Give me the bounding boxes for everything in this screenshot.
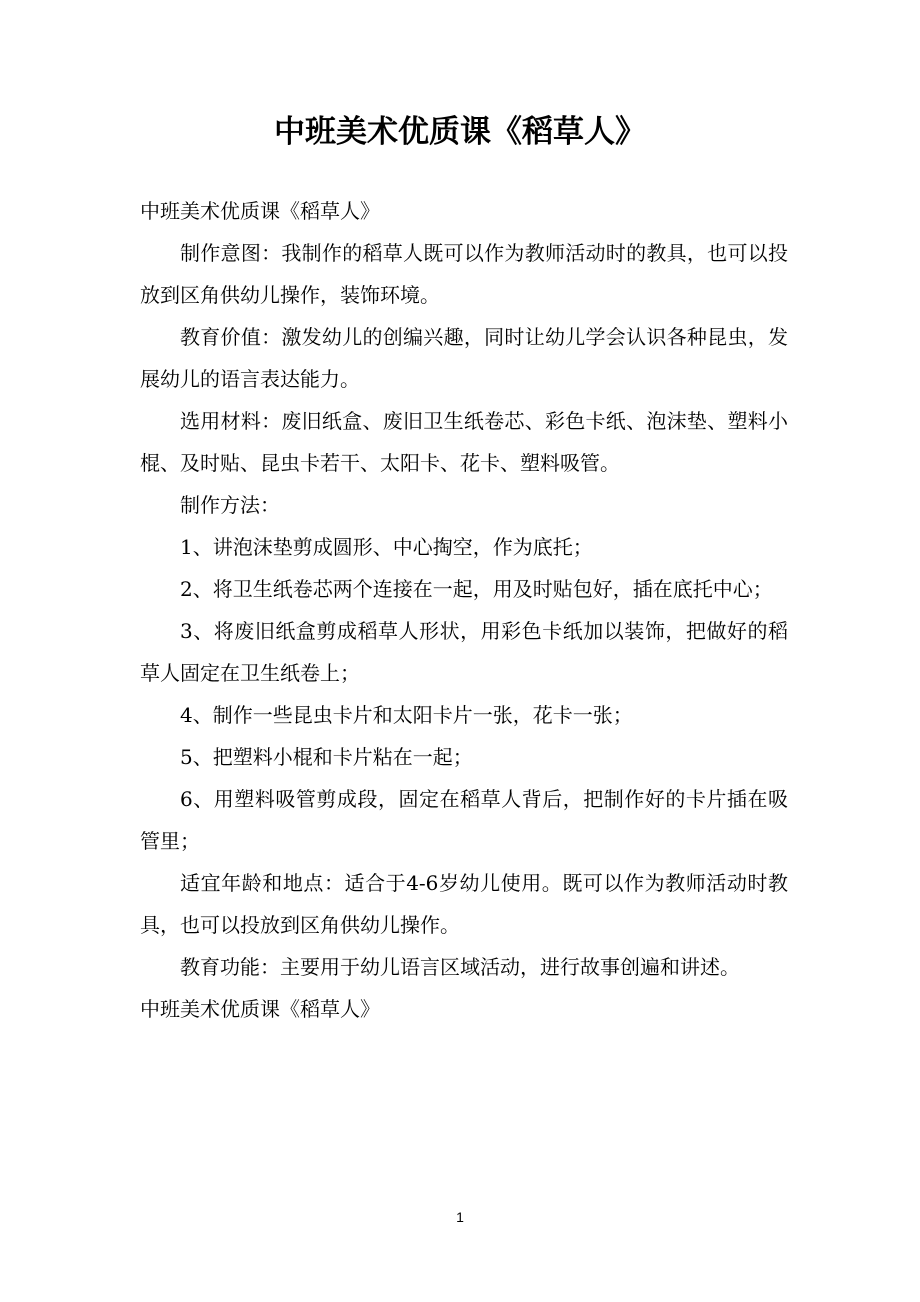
method-step-2: 2、将卫生纸卷芯两个连接在一起，用及时贴包好，插在底托中心； xyxy=(180,577,773,601)
paragraph-function: 教育功能：主要用于幼儿语言区域活动，进行故事创遍和讲述。 xyxy=(180,955,740,979)
method-step-5: 5、把塑料小棍和卡片粘在一起； xyxy=(180,745,473,769)
method-step-3: 3、将废旧纸盒剪成稻草人形状，用彩色卡纸加以装饰，把做好的稻草人固定在卫生纸卷上； xyxy=(140,619,788,685)
subtitle-line: 中班美术优质课《稻草人》 xyxy=(140,199,380,223)
method-step-1: 1、讲泡沫垫剪成圆形、中心掏空，作为底托； xyxy=(180,535,593,559)
document-title: 中班美术优质课《稻草人》 xyxy=(274,114,646,150)
paragraph-materials: 选用材料：废旧纸盒、废旧卫生纸卷芯、彩色卡纸、泡沫垫、塑料小棍、及时贴、昆虫卡若干、太阳卡、花卡、塑料吸管。 xyxy=(140,409,788,475)
paragraph-age-location: 适宜年龄和地点：适合于4-6岁幼儿使用。既可以作为教师活动时教具，也可以投放到区角供幼儿操作。 xyxy=(140,871,788,937)
method-step-4: 4、制作一些昆虫卡片和太阳卡片一张，花卡一张； xyxy=(180,703,633,727)
paragraph-method-heading: 制作方法： xyxy=(180,493,280,517)
paragraph-purpose: 制作意图：我制作的稻草人既可以作为教师活动时的教具，也可以投放到区角供幼儿操作，装饰环境。 xyxy=(140,241,788,307)
footer-title-line: 中班美术优质课《稻草人》 xyxy=(140,997,380,1021)
paragraph-value: 教育价值：激发幼儿的创编兴趣，同时让幼儿学会认识各种昆虫，发展幼儿的语言表达能力。 xyxy=(140,325,788,391)
document-body xyxy=(140,190,788,1030)
page-number: 1 xyxy=(456,1209,464,1225)
method-step-6: 6、用塑料吸管剪成段，固定在稻草人背后，把制作好的卡片插在吸管里； xyxy=(140,787,788,853)
